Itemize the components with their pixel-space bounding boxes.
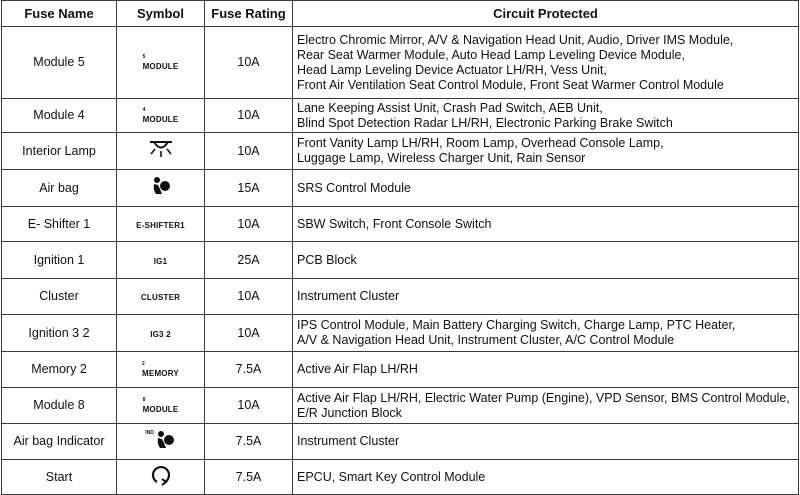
symbol-label bbox=[150, 329, 171, 339]
circuit-protected-cell bbox=[293, 27, 799, 99]
fuse-name-cell: Air bag Indicator bbox=[2, 424, 117, 460]
symbol-text: MEMORY bbox=[142, 368, 179, 378]
symbol-cell bbox=[117, 242, 205, 279]
symbol-label bbox=[154, 256, 168, 266]
table-row bbox=[2, 315, 799, 352]
circuit-protected-cell bbox=[293, 99, 799, 133]
table-row bbox=[2, 207, 799, 242]
circuit-line: Electro Chromic Mirror, A/V & Navigation Head Unit, Audio, Driver IMS Module, bbox=[297, 32, 734, 47]
fuse-table bbox=[1, 0, 799, 495]
table-row bbox=[2, 460, 799, 495]
symbol-cell bbox=[117, 315, 205, 352]
symbol-text: IG1 bbox=[153, 256, 168, 266]
fuse-rating-cell: 10A bbox=[205, 133, 293, 170]
circuit-line: Lane Keeping Assist Unit, Crash Pad Switch, AEB Unit, bbox=[297, 100, 603, 115]
symbol-label bbox=[141, 292, 180, 302]
symbol-label bbox=[136, 220, 185, 230]
symbol-superscript: 2 bbox=[142, 360, 145, 367]
airbag-icon bbox=[150, 175, 172, 201]
fuse-name-cell: Interior Lamp bbox=[2, 133, 117, 170]
circuit-protected-cell bbox=[293, 207, 799, 242]
symbol-superscript: 4 bbox=[142, 106, 146, 113]
symbol-cell bbox=[117, 424, 205, 460]
table-row bbox=[2, 242, 799, 279]
fuse-name-cell: Module 8 bbox=[2, 388, 117, 424]
circuit-line: Instrument Cluster bbox=[297, 434, 400, 448]
circuit-line: Luggage Lamp, Wireless Charger Unit, Rain Sensor bbox=[297, 151, 586, 165]
fuse-rating-cell: 15A bbox=[205, 170, 293, 207]
circuit-protected-cell bbox=[293, 133, 799, 170]
table-row bbox=[2, 170, 799, 207]
fuse-name-cell: Start bbox=[2, 460, 117, 495]
symbol-cell bbox=[117, 460, 205, 495]
table-row bbox=[2, 424, 799, 460]
circuit-line: E/R Junction Block bbox=[297, 405, 402, 420]
symbol-superscript: 5 bbox=[142, 53, 146, 60]
header-circuit-protected: Circuit Protected bbox=[293, 1, 799, 27]
symbol-cell bbox=[117, 388, 205, 424]
header-symbol: Symbol bbox=[117, 1, 205, 27]
fuse-rating-cell: 10A bbox=[205, 27, 293, 99]
start-icon bbox=[150, 464, 172, 490]
header-row bbox=[2, 1, 799, 27]
table-row bbox=[2, 27, 799, 99]
symbol-text: CLUSTER bbox=[140, 293, 181, 302]
fuse-name-cell: Module 4 bbox=[2, 99, 117, 133]
symbol-cell bbox=[117, 279, 205, 315]
symbol-cell bbox=[117, 207, 205, 242]
fuse-rating-cell: 10A bbox=[205, 315, 293, 352]
symbol-cell bbox=[117, 170, 205, 207]
table-row bbox=[2, 388, 799, 424]
fuse-name-cell: Module 5 bbox=[2, 27, 117, 99]
fuse-rating-cell: 10A bbox=[205, 388, 293, 424]
circuit-line: Active Air Flap LH/RH bbox=[297, 362, 418, 376]
circuit-protected-cell bbox=[293, 315, 799, 352]
circuit-line: EPCU, Smart Key Control Module bbox=[297, 469, 486, 484]
fuse-name-cell: Cluster bbox=[2, 279, 117, 315]
symbol-text: IG3 2 bbox=[150, 329, 171, 339]
symbol-superscript: IND bbox=[145, 429, 154, 436]
fuse-rating-cell: 25A bbox=[205, 242, 293, 279]
fuse-name-cell: E- Shifter 1 bbox=[2, 207, 117, 242]
fuse-rating-cell: 7.5A bbox=[205, 460, 293, 495]
circuit-line: PCB Block bbox=[297, 252, 357, 267]
circuit-line: Front Air Ventilation Seat Control Module, Front Seat Warmer Control Module bbox=[297, 77, 724, 92]
circuit-line: Active Air Flap LH/RH, Electric Water Pump (Engine), VPD Sensor, BMS Control Module, bbox=[297, 390, 790, 405]
header-fuse-name: Fuse Name bbox=[2, 1, 117, 27]
interior-lamp-icon bbox=[146, 139, 176, 163]
symbol-label bbox=[142, 360, 179, 378]
fuse-rating-cell: 10A bbox=[205, 99, 293, 133]
symbol-cell bbox=[117, 352, 205, 388]
table-row bbox=[2, 279, 799, 315]
symbol-cell bbox=[117, 133, 205, 170]
fuse-name-cell: Memory 2 bbox=[2, 352, 117, 388]
circuit-line: Head Lamp Leveling Device Actuator LH/RH, Vess Unit, bbox=[297, 62, 607, 77]
circuit-line: Rear Seat Warmer Module, Auto Head Lamp Leveling Device Module, bbox=[297, 47, 685, 62]
symbol-label bbox=[143, 53, 179, 71]
symbol-text: MODULE bbox=[142, 114, 179, 124]
circuit-line: IPS Control Module, Main Battery Charging Switch, Charge Lamp, PTC Heater, bbox=[297, 318, 736, 332]
symbol-label bbox=[143, 106, 179, 124]
fuse-name-cell: Ignition 3 2 bbox=[2, 315, 117, 352]
circuit-line: SRS Control Module bbox=[297, 180, 411, 195]
circuit-protected-cell bbox=[293, 352, 799, 388]
circuit-protected-cell bbox=[293, 242, 799, 279]
symbol-cell bbox=[117, 99, 205, 133]
table-row bbox=[2, 352, 799, 388]
circuit-protected-cell bbox=[293, 424, 799, 460]
symbol-superscript: 8 bbox=[142, 396, 146, 403]
circuit-protected-cell bbox=[293, 388, 799, 424]
symbol-text: MODULE bbox=[142, 404, 179, 414]
circuit-protected-cell bbox=[293, 460, 799, 495]
circuit-protected-cell bbox=[293, 170, 799, 207]
fuse-name-cell: Ignition 1 bbox=[2, 242, 117, 279]
circuit-line: SBW Switch, Front Console Switch bbox=[297, 216, 492, 231]
circuit-line: A/V & Navigation Head Unit, Instrument Cluster, A/C Control Module bbox=[297, 333, 675, 347]
fuse-rating-cell: 10A bbox=[205, 207, 293, 242]
symbol-text: E-SHIFTER1 bbox=[136, 220, 185, 230]
header-fuse-rating: Fuse Rating bbox=[205, 1, 293, 27]
fuse-rating-cell: 7.5A bbox=[205, 424, 293, 460]
airbag-indicator-icon bbox=[145, 429, 176, 455]
symbol-text: MODULE bbox=[142, 61, 179, 71]
table-row bbox=[2, 133, 799, 170]
fuse-rating-cell: 10A bbox=[205, 279, 293, 315]
circuit-line: Blind Spot Detection Radar LH/RH, Electronic Parking Brake Switch bbox=[297, 115, 673, 130]
symbol-label bbox=[143, 396, 179, 414]
circuit-line: Front Vanity Lamp LH/RH, Room Lamp, Overhead Console Lamp, bbox=[297, 136, 664, 150]
fuse-rating-cell: 7.5A bbox=[205, 352, 293, 388]
circuit-line: Instrument Cluster bbox=[297, 289, 400, 303]
table-row bbox=[2, 99, 799, 133]
fuse-name-cell: Air bag bbox=[2, 170, 117, 207]
circuit-protected-cell bbox=[293, 279, 799, 315]
symbol-cell bbox=[117, 27, 205, 99]
